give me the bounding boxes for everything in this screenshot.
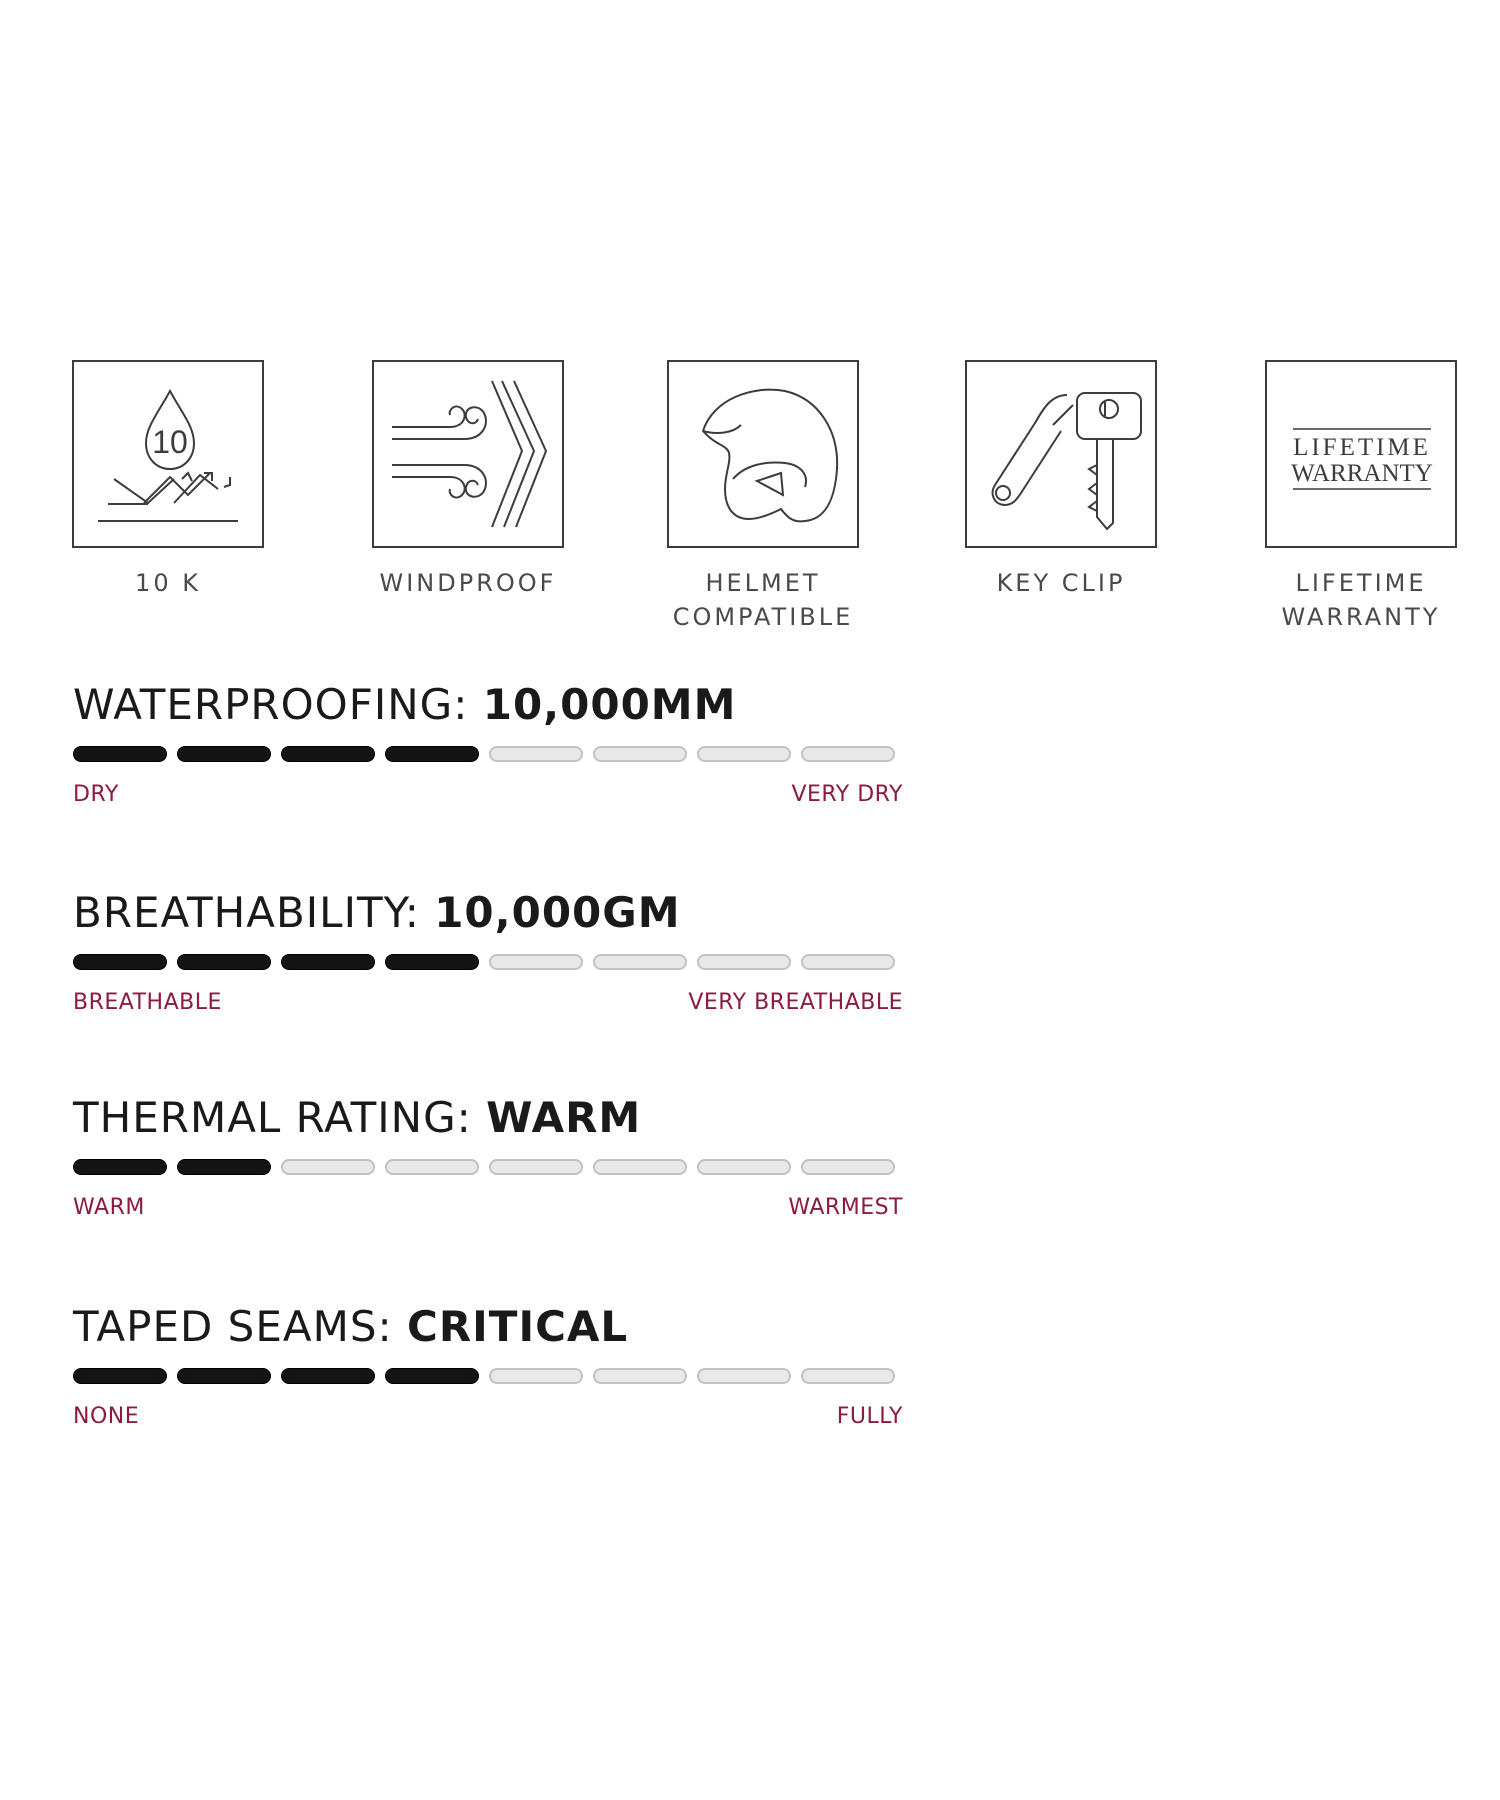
feature-label: WINDPROOF <box>379 569 557 597</box>
lifetime-warranty-icon <box>1265 360 1457 548</box>
scale-low-label: BREATHABLE <box>73 990 222 1015</box>
bar-segment-filled <box>73 1159 167 1175</box>
scale-low-label: WARM <box>73 1195 145 1220</box>
bar-segment-empty <box>489 746 583 762</box>
bar-segment-empty <box>489 954 583 970</box>
rating-scale <box>73 990 903 1015</box>
scale-high-label: VERY DRY <box>791 782 903 807</box>
scale-low-label: DRY <box>73 782 119 807</box>
feature-label: HELMET COMPATIBLE <box>672 569 854 631</box>
rating-value: 10,000MM <box>482 680 737 729</box>
rating-bar <box>73 1368 903 1384</box>
feature-key-clip <box>963 360 1159 600</box>
feature-10k <box>70 360 266 600</box>
rating-bar <box>73 746 903 762</box>
bar-segment-filled <box>281 746 375 762</box>
rating-bar <box>73 954 903 970</box>
bar-segment-empty <box>697 1159 791 1175</box>
rating-bar <box>73 1159 903 1175</box>
rating-title <box>73 1302 903 1352</box>
scale-low-label: NONE <box>73 1404 140 1429</box>
scale-high-label: FULLY <box>836 1404 903 1429</box>
bar-segment-filled <box>73 954 167 970</box>
bar-segment-filled <box>177 746 271 762</box>
scale-high-label: VERY BREATHABLE <box>688 990 903 1015</box>
bar-segment-filled <box>73 1368 167 1384</box>
bar-segment-empty <box>489 1159 583 1175</box>
bar-segment-empty <box>697 954 791 970</box>
feature-label: KEY CLIP <box>996 569 1126 597</box>
feature-windproof <box>370 360 566 600</box>
bar-segment-filled <box>281 954 375 970</box>
bar-segment-filled <box>177 1159 271 1175</box>
bar-segment-empty <box>593 1159 687 1175</box>
rating-value: 10,000GM <box>434 888 681 937</box>
bar-segment-empty <box>593 746 687 762</box>
waterdrop-10-icon <box>72 360 264 548</box>
scale-high-label: WARMEST <box>788 1195 903 1220</box>
rating-breathability <box>73 888 903 1015</box>
rating-name: BREATHABILITY: <box>73 888 435 937</box>
key-clip-icon <box>965 360 1157 548</box>
feature-label: LIFETIME WARRANTY <box>1281 569 1441 631</box>
bar-segment-filled <box>385 1368 479 1384</box>
bar-segment-empty <box>801 1368 895 1384</box>
rating-name: THERMAL RATING: <box>73 1093 487 1142</box>
bar-segment-filled <box>177 1368 271 1384</box>
badge-line-2: WARRANTY <box>1291 460 1433 487</box>
rating-thermal <box>73 1093 903 1220</box>
bar-segment-empty <box>697 1368 791 1384</box>
bar-segment-empty <box>281 1159 375 1175</box>
bar-segment-empty <box>489 1368 583 1384</box>
badge-line-1: LIFETIME <box>1293 434 1431 461</box>
bar-segment-filled <box>73 746 167 762</box>
rating-name: TAPED SEAMS: <box>73 1302 408 1351</box>
bar-segment-filled <box>281 1368 375 1384</box>
rating-title <box>73 1093 903 1143</box>
waterdrop-number: 10 <box>152 424 188 460</box>
bar-segment-empty <box>801 954 895 970</box>
feature-lifetime-warranty <box>1263 360 1459 634</box>
feature-helmet-compatible <box>665 360 861 634</box>
bar-segment-empty <box>801 1159 895 1175</box>
wind-icon <box>372 360 564 548</box>
bar-segment-empty <box>593 954 687 970</box>
bar-segment-filled <box>385 746 479 762</box>
bar-segment-empty <box>697 746 791 762</box>
bar-segment-empty <box>801 746 895 762</box>
rating-waterproofing <box>73 680 903 807</box>
rating-title <box>73 680 903 730</box>
rating-title <box>73 888 903 938</box>
rating-scale <box>73 1404 903 1429</box>
rating-value: WARM <box>486 1093 642 1142</box>
helmet-icon <box>667 360 859 548</box>
bar-segment-empty <box>593 1368 687 1384</box>
feature-label: 10 K <box>135 569 201 597</box>
bar-segment-empty <box>385 1159 479 1175</box>
rating-scale <box>73 1195 903 1220</box>
rating-scale <box>73 782 903 807</box>
rating-value: CRITICAL <box>407 1302 629 1351</box>
rating-taped-seams <box>73 1302 903 1429</box>
bar-segment-filled <box>385 954 479 970</box>
bar-segment-filled <box>177 954 271 970</box>
rating-name: WATERPROOFING: <box>73 680 483 729</box>
